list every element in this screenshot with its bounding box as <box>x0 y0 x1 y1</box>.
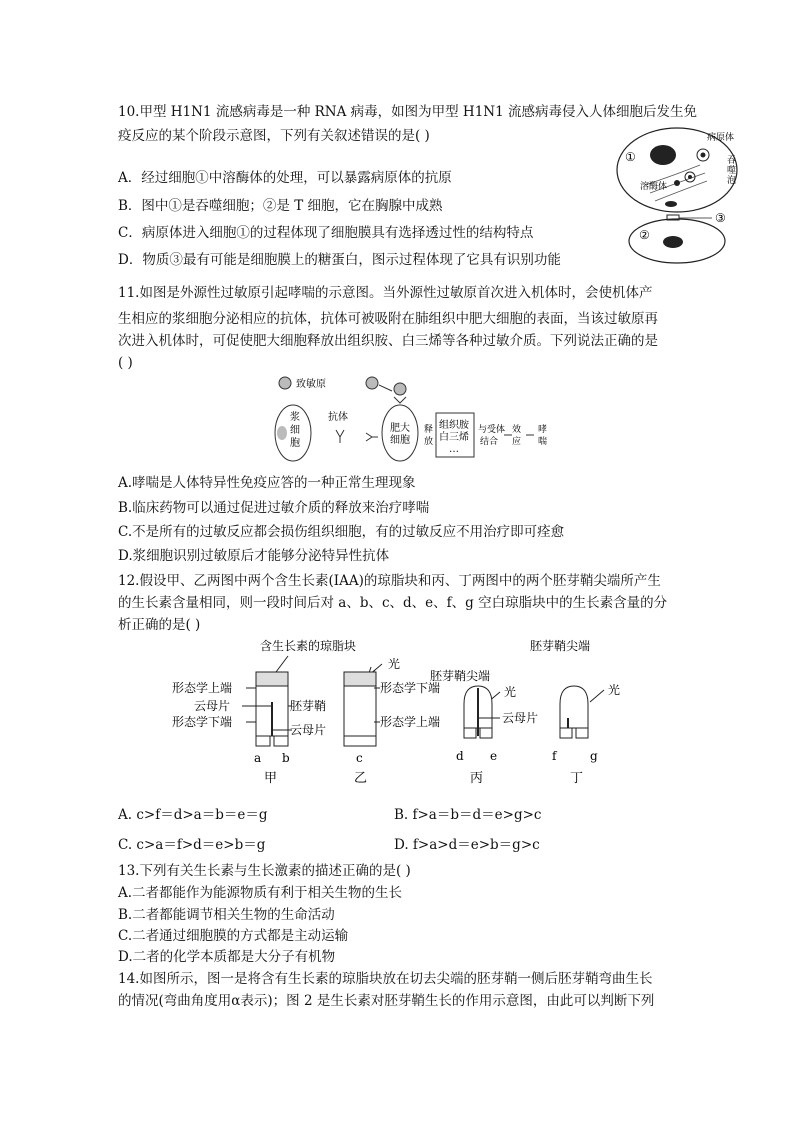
caption-bing: 丙 <box>470 771 484 786</box>
vesicle-label-1: 吞 <box>727 156 737 166</box>
svg-text:释: 释 <box>424 425 434 435</box>
svg-text:与受体: 与受体 <box>478 425 506 435</box>
q12-auxin-figure <box>168 636 638 786</box>
q12-stem-line-1: 12.假设甲、乙两图中两个含生长素(IAA)的琼脂块和丙、丁两图中的两个胚芽鞘尖端所产生 <box>118 573 661 589</box>
q12-stem-line-3: 析正确的是( ) <box>118 617 201 633</box>
q11-stem-line-1: 11.如图是外源性过敏原引起哮喘的示意图。当外源性过敏原首次进入机体时，会使机体产 <box>118 285 653 301</box>
cell-1-nucleus <box>650 145 676 165</box>
svg-text:胚芽鞘尖端: 胚芽鞘尖端 <box>530 639 591 653</box>
svg-text:…: … <box>449 444 459 455</box>
svg-text:g: g <box>590 749 598 763</box>
vesicle-label-2: 噬 <box>727 166 737 176</box>
svg-text:云母片: 云母片 <box>290 723 327 737</box>
q14-stem-line-2: 的情况(弯曲角度用α表示)；图 2 是生长素对胚芽鞘生长的作用示意图，由此可以判断下列 <box>118 993 655 1009</box>
q12-option-c: C. c>a＝f>d＝e>b＝g <box>118 837 266 853</box>
q11-option-b: B.临床药物可以通过促进过敏介质的释放来治疗哮喘 <box>118 500 430 516</box>
vesicle-label-3: 泡 <box>727 176 737 186</box>
cell-2-nucleus <box>663 236 683 248</box>
q11-allergy-figure <box>268 375 558 465</box>
q11-option-d: D.浆细胞识别过敏原后才能够分泌特异性抗体 <box>118 548 390 564</box>
svg-text:细胞: 细胞 <box>390 435 410 446</box>
svg-text:胞: 胞 <box>290 438 300 449</box>
svg-text:肥大: 肥大 <box>390 423 410 434</box>
caption-yi: 乙 <box>354 771 368 786</box>
q10-stem-line-2: 疫反应的某个阶段示意图，下列有关叙述错误的是( ) <box>118 128 430 144</box>
svg-text:胚芽鞘: 胚芽鞘 <box>290 699 327 713</box>
q11-stem-line-4: ( ) <box>118 355 133 371</box>
svg-text:胚芽鞘尖端: 胚芽鞘尖端 <box>430 669 491 683</box>
svg-text:喘: 喘 <box>538 437 548 447</box>
svg-text:云母片: 云母片 <box>502 711 539 725</box>
q10-option-a: A．经过细胞①中溶酶体的处理，可以暴露病原体的抗原 <box>118 170 452 186</box>
q14-stem-line-1: 14.如图所示，图一是将含有生长素的琼脂块放在切去尖端的胚芽鞘一侧后胚芽鞘弯曲生长 <box>118 971 653 987</box>
svg-text:结合: 结合 <box>480 437 499 447</box>
svg-text:a: a <box>254 751 262 765</box>
q12-option-b: B. f>a＝b＝d＝e>g>c <box>394 807 542 823</box>
q13-option-d: D.二者的化学本质都是大分子有机物 <box>118 949 336 965</box>
svg-text:白三烯: 白三烯 <box>439 432 469 443</box>
svg-text:应: 应 <box>512 437 522 447</box>
svg-text:形态学上端: 形态学上端 <box>380 715 441 729</box>
lysosome-label: 溶酶体 <box>640 182 668 192</box>
cell-2-label: ② <box>639 228 650 242</box>
q11-stem-line-3: 次进入机体时，可促使肥大细胞释放出组织胺、白三烯等各种过敏介质。下列说法正确的是 <box>118 333 658 349</box>
antibody-label: 抗体 <box>328 412 348 423</box>
svg-text:f: f <box>552 749 557 763</box>
q11-option-a: A.哮喘是人体特异性免疫应答的一种正常生理现象 <box>118 475 416 491</box>
svg-text:形态学上端: 形态学上端 <box>172 681 233 695</box>
q10-stem-line-1: 10.甲型 H1N1 流感病毒是一种 RNA 病毒，如图为甲型 H1N1 流感病毒侵入人体细胞后发生免 <box>118 104 697 120</box>
cell-1-label: ① <box>625 150 636 164</box>
light-label-2: 光 <box>504 685 517 699</box>
svg-text:c: c <box>356 751 363 765</box>
q13-option-c: C.二者通过细胞膜的方式都是主动运输 <box>118 928 349 944</box>
q12-option-a: A. c>f＝d>a＝b＝e＝g <box>118 807 268 823</box>
svg-text:d: d <box>456 749 464 763</box>
allergen-label: 致敏原 <box>296 379 326 390</box>
q10-immune-cell-figure <box>615 125 750 265</box>
q11-option-c: C.不是所有的过敏反应都会损伤组织细胞，有的过敏反应不用治疗即可痊愈 <box>118 524 565 540</box>
svg-text:形态学下端: 形态学下端 <box>380 681 441 695</box>
svg-text:e: e <box>490 749 498 763</box>
svg-text:细: 细 <box>290 425 300 436</box>
pathogen-label: 病原体 <box>707 133 735 143</box>
svg-text:放: 放 <box>424 437 434 447</box>
q10-option-b: B．图中①是吞噬细胞；②是 T 细胞，它在胸腺中成熟 <box>118 198 443 214</box>
svg-text:b: b <box>282 751 290 765</box>
svg-text:云母片: 云母片 <box>194 699 231 713</box>
caption-ding: 丁 <box>570 771 584 786</box>
svg-text:组织胺: 组织胺 <box>439 420 469 431</box>
q10-option-d: D．物质③最有可能是细胞膜上的糖蛋白，图示过程体现了它具有识别功能 <box>118 252 561 268</box>
q13-option-b: B.二者都能调节相关生物的生命活动 <box>118 907 335 923</box>
q13-option-a: A.二者都能作为能源物质有利于相关生物的生长 <box>118 885 403 901</box>
q13-stem: 13.下列有关生长素与生长激素的描述正确的是( ) <box>118 863 411 879</box>
q12-option-d: D. f>a>d＝e>b＝g>c <box>394 837 540 853</box>
light-label-3: 光 <box>608 683 621 697</box>
caption-jia: 甲 <box>264 771 278 786</box>
svg-text:形态学下端: 形态学下端 <box>172 715 233 729</box>
marker-3-label: ③ <box>715 211 726 225</box>
q11-stem-line-2: 生相应的浆细胞分泌相应的抗体，抗体可被吸附在肺组织中肥大细胞的表面，当该过敏原再 <box>118 311 658 327</box>
q12-stem-line-2: 的生长素含量相同，则一段时间后对 a、b、c、d、e、f、g 空白琼脂块中的生长素含量的分 <box>118 595 668 611</box>
svg-text:效: 效 <box>512 425 522 435</box>
svg-text:哮: 哮 <box>538 425 548 435</box>
light-label-1: 光 <box>388 657 401 671</box>
agar-label: 含生长素的琼脂块 <box>260 639 357 653</box>
svg-text:浆: 浆 <box>290 412 300 423</box>
q10-option-c: C．病原体进入细胞①的过程体现了细胞膜具有选择透过性的结构特点 <box>118 225 534 241</box>
